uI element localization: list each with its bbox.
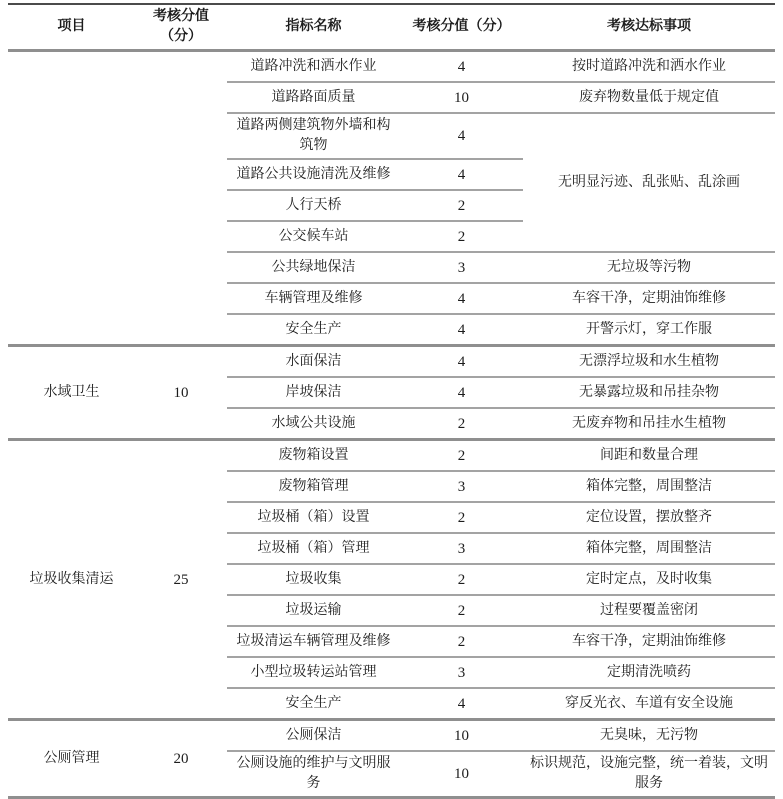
indicator-cell: 水面保洁 [227, 346, 400, 378]
indicator-cell: 垃圾清运车辆管理及维修 [227, 626, 400, 657]
standard-cell: 标识规范，设施完整，统一着装，文明服务 [523, 751, 775, 798]
project-cell: 水域卫生 [8, 346, 135, 440]
indicator-score-cell: 2 [400, 408, 523, 440]
indicator-score-cell: 2 [400, 564, 523, 595]
indicator-cell: 垃圾桶（箱）设置 [227, 502, 400, 533]
indicator-cell: 水域公共设施 [227, 408, 400, 440]
indicator-score-cell: 4 [400, 377, 523, 408]
standard-cell: 废弃物数量低于规定值 [523, 82, 775, 113]
indicator-cell: 车辆管理及维修 [227, 283, 400, 314]
standard-cell: 无漂浮垃圾和水生植物 [523, 346, 775, 378]
indicator-score-cell: 2 [400, 221, 523, 252]
table-row [8, 346, 775, 378]
indicator-cell: 岸坡保洁 [227, 377, 400, 408]
standard-cell: 过程要覆盖密闭 [523, 595, 775, 626]
indicator-cell: 废物箱管理 [227, 471, 400, 502]
standard-cell: 开警示灯，穿工作服 [523, 314, 775, 346]
indicator-cell: 垃圾桶（箱）管理 [227, 533, 400, 564]
indicator-cell: 安全生产 [227, 688, 400, 720]
indicator-cell: 公交候车站 [227, 221, 400, 252]
project-score-cell: 20 [135, 720, 227, 798]
standard-cell: 无垃圾等污物 [523, 252, 775, 283]
header-indicator: 指标名称 [227, 4, 400, 51]
standard-cell: 定时定点，及时收集 [523, 564, 775, 595]
header-standard: 考核达标事项 [523, 4, 775, 51]
table-row [8, 51, 775, 83]
indicator-score-cell: 4 [400, 314, 523, 346]
project-score-cell: 10 [135, 346, 227, 440]
standard-cell: 穿反光衣、车道有安全设施 [523, 688, 775, 720]
indicator-score-cell: 2 [400, 595, 523, 626]
standard-cell: 无臭味，无污物 [523, 720, 775, 752]
standard-cell: 无暴露垃圾和吊挂杂物 [523, 377, 775, 408]
indicator-score-cell: 3 [400, 252, 523, 283]
header-project-score: 考核分值（分） [135, 4, 227, 51]
indicator-score-cell: 2 [400, 440, 523, 472]
indicator-score-cell: 4 [400, 688, 523, 720]
indicator-score-cell: 4 [400, 283, 523, 314]
indicator-cell: 道路两侧建筑物外墙和构筑物 [227, 113, 400, 159]
indicator-cell: 道路冲洗和洒水作业 [227, 51, 400, 83]
indicator-score-cell: 2 [400, 502, 523, 533]
standard-cell: 箱体完整，周围整洁 [523, 533, 775, 564]
indicator-cell: 小型垃圾转运站管理 [227, 657, 400, 688]
standard-cell: 间距和数量合理 [523, 440, 775, 472]
indicator-cell: 公共绿地保洁 [227, 252, 400, 283]
indicator-score-cell: 10 [400, 751, 523, 798]
project-score-cell [135, 51, 227, 346]
project-cell [8, 51, 135, 346]
indicator-score-cell: 4 [400, 113, 523, 159]
standard-cell: 无明显污迹、乱张贴、乱涂画 [523, 113, 775, 252]
indicator-score-cell: 3 [400, 533, 523, 564]
project-score-cell: 25 [135, 440, 227, 720]
header-indicator-score: 考核分值（分） [400, 4, 523, 51]
assessment-table-container [8, 3, 775, 799]
indicator-score-cell: 2 [400, 626, 523, 657]
table-header-row [8, 4, 775, 51]
table-body [8, 51, 775, 798]
indicator-cell: 道路路面质量 [227, 82, 400, 113]
standard-cell: 车容干净，定期油饰维修 [523, 283, 775, 314]
indicator-score-cell: 4 [400, 346, 523, 378]
standard-cell: 定期清洗喷药 [523, 657, 775, 688]
standard-cell: 按时道路冲洗和洒水作业 [523, 51, 775, 83]
indicator-score-cell: 10 [400, 720, 523, 752]
standard-cell: 定位设置，摆放整齐 [523, 502, 775, 533]
project-cell: 公厕管理 [8, 720, 135, 798]
assessment-table [8, 3, 775, 799]
indicator-cell: 废物箱设置 [227, 440, 400, 472]
indicator-cell: 道路公共设施清洗及维修 [227, 159, 400, 190]
indicator-score-cell: 3 [400, 471, 523, 502]
indicator-score-cell: 4 [400, 51, 523, 83]
indicator-cell: 安全生产 [227, 314, 400, 346]
indicator-cell: 垃圾收集 [227, 564, 400, 595]
project-cell: 垃圾收集清运 [8, 440, 135, 720]
indicator-score-cell: 3 [400, 657, 523, 688]
indicator-cell: 公厕设施的维护与文明服务 [227, 751, 400, 798]
standard-cell: 箱体完整，周围整洁 [523, 471, 775, 502]
indicator-score-cell: 2 [400, 190, 523, 221]
table-row [8, 440, 775, 472]
standard-cell: 无废弃物和吊挂水生植物 [523, 408, 775, 440]
indicator-cell: 垃圾运输 [227, 595, 400, 626]
indicator-score-cell: 4 [400, 159, 523, 190]
standard-cell: 车容干净，定期油饰维修 [523, 626, 775, 657]
indicator-cell: 人行天桥 [227, 190, 400, 221]
table-row [8, 720, 775, 752]
header-project: 项目 [8, 4, 135, 51]
indicator-score-cell: 10 [400, 82, 523, 113]
indicator-cell: 公厕保洁 [227, 720, 400, 752]
